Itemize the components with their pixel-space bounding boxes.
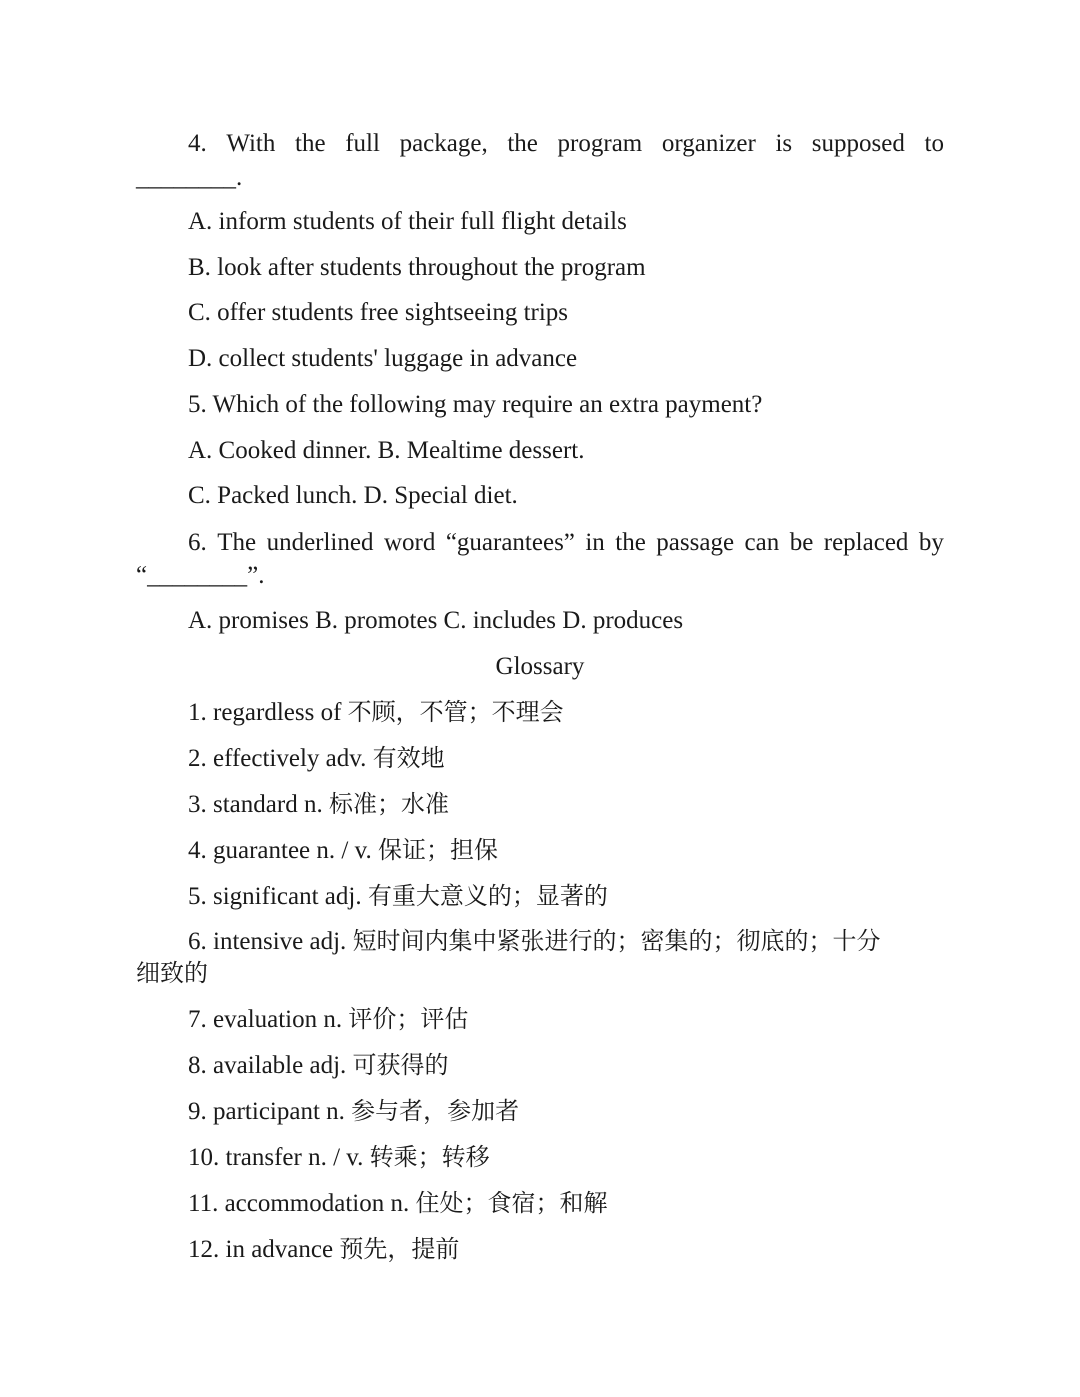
question-6-stem (188, 527, 944, 559)
glossary-item (188, 880, 608, 913)
question-6-options: A. promises B. promotes C. includes D. produces (188, 607, 684, 634)
glossary-zh: 转乘；转移 (369, 1143, 490, 1171)
glossary-zh: 预先，提前 (339, 1235, 460, 1263)
glossary-zh: 细致的 (136, 959, 208, 987)
glossary-zh: 有重大意义的；显著的 (367, 882, 608, 910)
stem-word: word (383, 529, 436, 556)
stem-word: organizer (661, 130, 756, 157)
question-6-blank: “________”. (136, 562, 265, 589)
stem-word: can (744, 529, 780, 556)
question-5-stem: 5. Which of the following may require an extra payment? (188, 391, 763, 418)
glossary-item (188, 925, 944, 958)
glossary-en: 5. significant adj. (188, 883, 368, 910)
glossary-item (188, 1003, 468, 1036)
stem-word: 4. (188, 130, 207, 157)
question-4-stem (188, 128, 944, 160)
glossary-en: 2. effectively adv. (188, 745, 373, 772)
glossary-en: 6. intensive adj. (188, 928, 353, 955)
stem-word: The (217, 529, 257, 556)
stem-word: 6. (188, 529, 207, 556)
glossary-en: 3. standard n. (188, 791, 329, 818)
glossary-zh: 住处；食宿；和解 (415, 1189, 608, 1217)
question-4-option-c: C. offer students free sightseeing trips (188, 299, 569, 326)
stem-word: the (615, 529, 646, 556)
stem-word: to (924, 130, 944, 157)
glossary-zh: 保证；担保 (377, 836, 498, 864)
glossary-zh: 不顾，不管；不理会 (347, 698, 564, 726)
glossary-zh: 参与者，参加者 (351, 1097, 520, 1125)
stem-word: “guarantees” (445, 529, 575, 556)
glossary-en: 10. transfer n. / v. (188, 1144, 370, 1171)
question-4-option-d: D. collect students' luggage in advance (188, 345, 578, 372)
glossary-zh: 可获得的 (352, 1051, 449, 1079)
glossary-item (188, 1233, 459, 1266)
glossary-item (188, 742, 445, 775)
glossary-item (188, 1049, 449, 1082)
stem-word: underlined (266, 529, 374, 556)
stem-word: replaced (823, 529, 909, 556)
stem-word: by (918, 529, 944, 556)
glossary-en: 7. evaluation n. (188, 1006, 349, 1033)
question-5-options-cd: C. Packed lunch. D. Special diet. (188, 482, 518, 509)
glossary-title: Glossary (495, 653, 585, 680)
glossary-en: 11. accommodation n. (188, 1190, 416, 1217)
stem-word: be (789, 529, 814, 556)
glossary-zh: 评价；评估 (348, 1005, 469, 1033)
question-4-option-b: B. look after students throughout the program (188, 254, 646, 281)
stem-word: the (507, 130, 538, 157)
stem-word: supposed (811, 130, 905, 157)
glossary-item (188, 1187, 608, 1220)
stem-word: the (295, 130, 326, 157)
glossary-zh: 标准；水准 (328, 790, 449, 818)
glossary-item (188, 788, 449, 821)
stem-word: full (345, 130, 380, 157)
glossary-item (188, 696, 564, 729)
stem-word: package, (399, 130, 488, 157)
glossary-en: 12. in advance (188, 1236, 340, 1263)
glossary-item (188, 1095, 519, 1128)
stem-word: passage (656, 529, 735, 556)
glossary-item (188, 834, 498, 867)
question-4-blank: ________. (136, 164, 243, 191)
stem-word: in (585, 529, 605, 556)
question-5-options-ab: A. Cooked dinner. B. Mealtime dessert. (188, 437, 585, 464)
glossary-en: 8. available adj. (188, 1052, 353, 1079)
glossary-item-continuation (136, 957, 208, 990)
glossary-zh: 短时间内集中紧张进行的；密集的；彻底的；十分 (352, 927, 881, 955)
glossary-zh: 有效地 (372, 744, 445, 772)
glossary-item (188, 1141, 490, 1174)
glossary-en: 1. regardless of (188, 699, 348, 726)
stem-word: With (226, 130, 276, 157)
stem-word: is (775, 130, 793, 157)
stem-word: program (557, 130, 643, 157)
glossary-en: 4. guarantee n. / v. (188, 837, 378, 864)
glossary-en: 9. participant n. (188, 1098, 352, 1125)
question-4-option-a: A. inform students of their full flight details (188, 208, 627, 235)
